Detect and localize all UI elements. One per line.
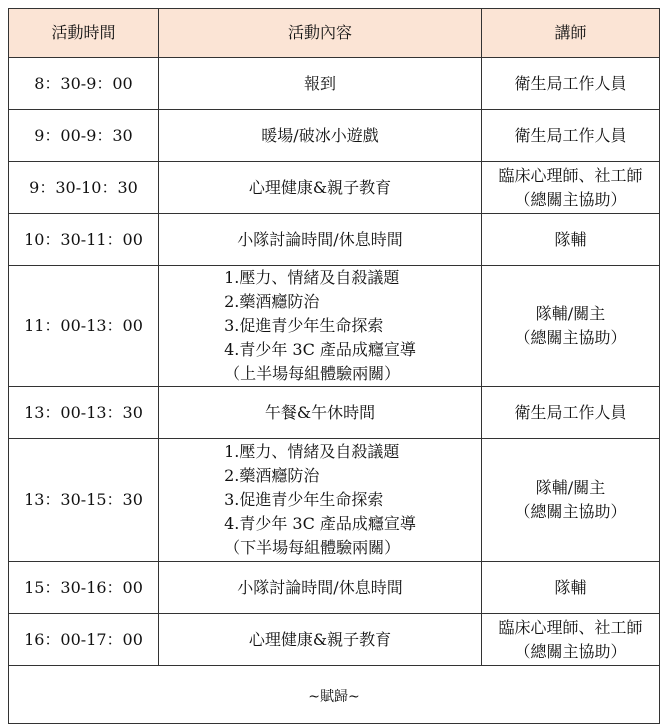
header-time: 活動時間: [9, 9, 159, 58]
activity-item: 4.青少年 3C 產品成癮宣導: [224, 514, 416, 533]
row-time: 10：30-11：00: [9, 214, 159, 266]
row-content: 小隊討論時間/休息時間: [159, 562, 482, 614]
header-content: 活動內容: [159, 9, 482, 58]
header-instructor: 講師: [482, 9, 660, 58]
activity-list: [224, 440, 416, 560]
table-header-row: [9, 9, 660, 58]
activity-item: 3.促進青少年生命探索: [224, 490, 384, 509]
instructor-line: 隊輔/關主: [535, 304, 606, 323]
table-row: [9, 562, 660, 614]
table-row: [9, 162, 660, 214]
row-instructor: 衛生局工作人員: [482, 387, 660, 439]
instructor-line: （總關主協助）: [514, 328, 627, 347]
instructor-line: 隊輔/關主: [535, 478, 606, 497]
row-content: 小隊討論時間/休息時間: [159, 214, 482, 266]
activity-item: 1.壓力、情緒及自殺議題: [224, 442, 400, 461]
row-time: 9：30-10：30: [9, 162, 159, 214]
activity-item: 2.藥酒癮防治: [224, 466, 320, 485]
table-row: [9, 214, 660, 266]
table-row: [9, 266, 660, 387]
activity-note: （下半場每組體驗兩關）: [224, 538, 401, 557]
instructor-line: （總關主協助）: [514, 502, 627, 521]
table-row: [9, 110, 660, 162]
row-instructor: 隊輔: [482, 214, 660, 266]
table-footer-row: [9, 666, 660, 724]
row-content: [159, 266, 482, 387]
row-instructor: [482, 439, 660, 562]
row-instructor: [482, 162, 660, 214]
table-row: [9, 439, 660, 562]
row-instructor: [482, 614, 660, 666]
row-content: 報到: [159, 58, 482, 110]
table-row: [9, 387, 660, 439]
row-time: 15：30-16：00: [9, 562, 159, 614]
activity-item: 2.藥酒癮防治: [224, 292, 320, 311]
row-time: 13：00-13：30: [9, 387, 159, 439]
instructor-line: 臨床心理師、社工師: [498, 165, 643, 185]
closing-text: ~賦歸~: [9, 666, 660, 724]
row-content: 午餐&午休時間: [159, 387, 482, 439]
row-instructor: 衛生局工作人員: [482, 110, 660, 162]
instructor-line: 臨床心理師、社工師: [498, 617, 643, 637]
row-instructor: 隊輔: [482, 562, 660, 614]
row-time: 11：00-13：00: [9, 266, 159, 387]
row-instructor: [482, 266, 660, 387]
activity-note: （上半場每組體驗兩關）: [224, 364, 401, 383]
instructor-line: （總關主協助）: [514, 189, 627, 209]
row-content: 心理健康&親子教育: [159, 162, 482, 214]
row-time: 13：30-15：30: [9, 439, 159, 562]
row-time: 8：30-9：00: [9, 58, 159, 110]
instructor-line: （總關主協助）: [514, 641, 627, 661]
row-time: 16：00-17：00: [9, 614, 159, 666]
row-content: 心理健康&親子教育: [159, 614, 482, 666]
row-time: 9：00-9：30: [9, 110, 159, 162]
table-row: [9, 58, 660, 110]
row-content: 暖場/破冰小遊戲: [159, 110, 482, 162]
table-row: [9, 614, 660, 666]
activity-item: 1.壓力、情緒及自殺議題: [224, 268, 400, 287]
row-instructor: 衛生局工作人員: [482, 58, 660, 110]
row-content: [159, 439, 482, 562]
activity-item: 3.促進青少年生命探索: [224, 316, 384, 335]
activity-item: 4.青少年 3C 產品成癮宣導: [224, 340, 416, 359]
schedule-table: [8, 8, 660, 724]
activity-list: [224, 266, 416, 386]
